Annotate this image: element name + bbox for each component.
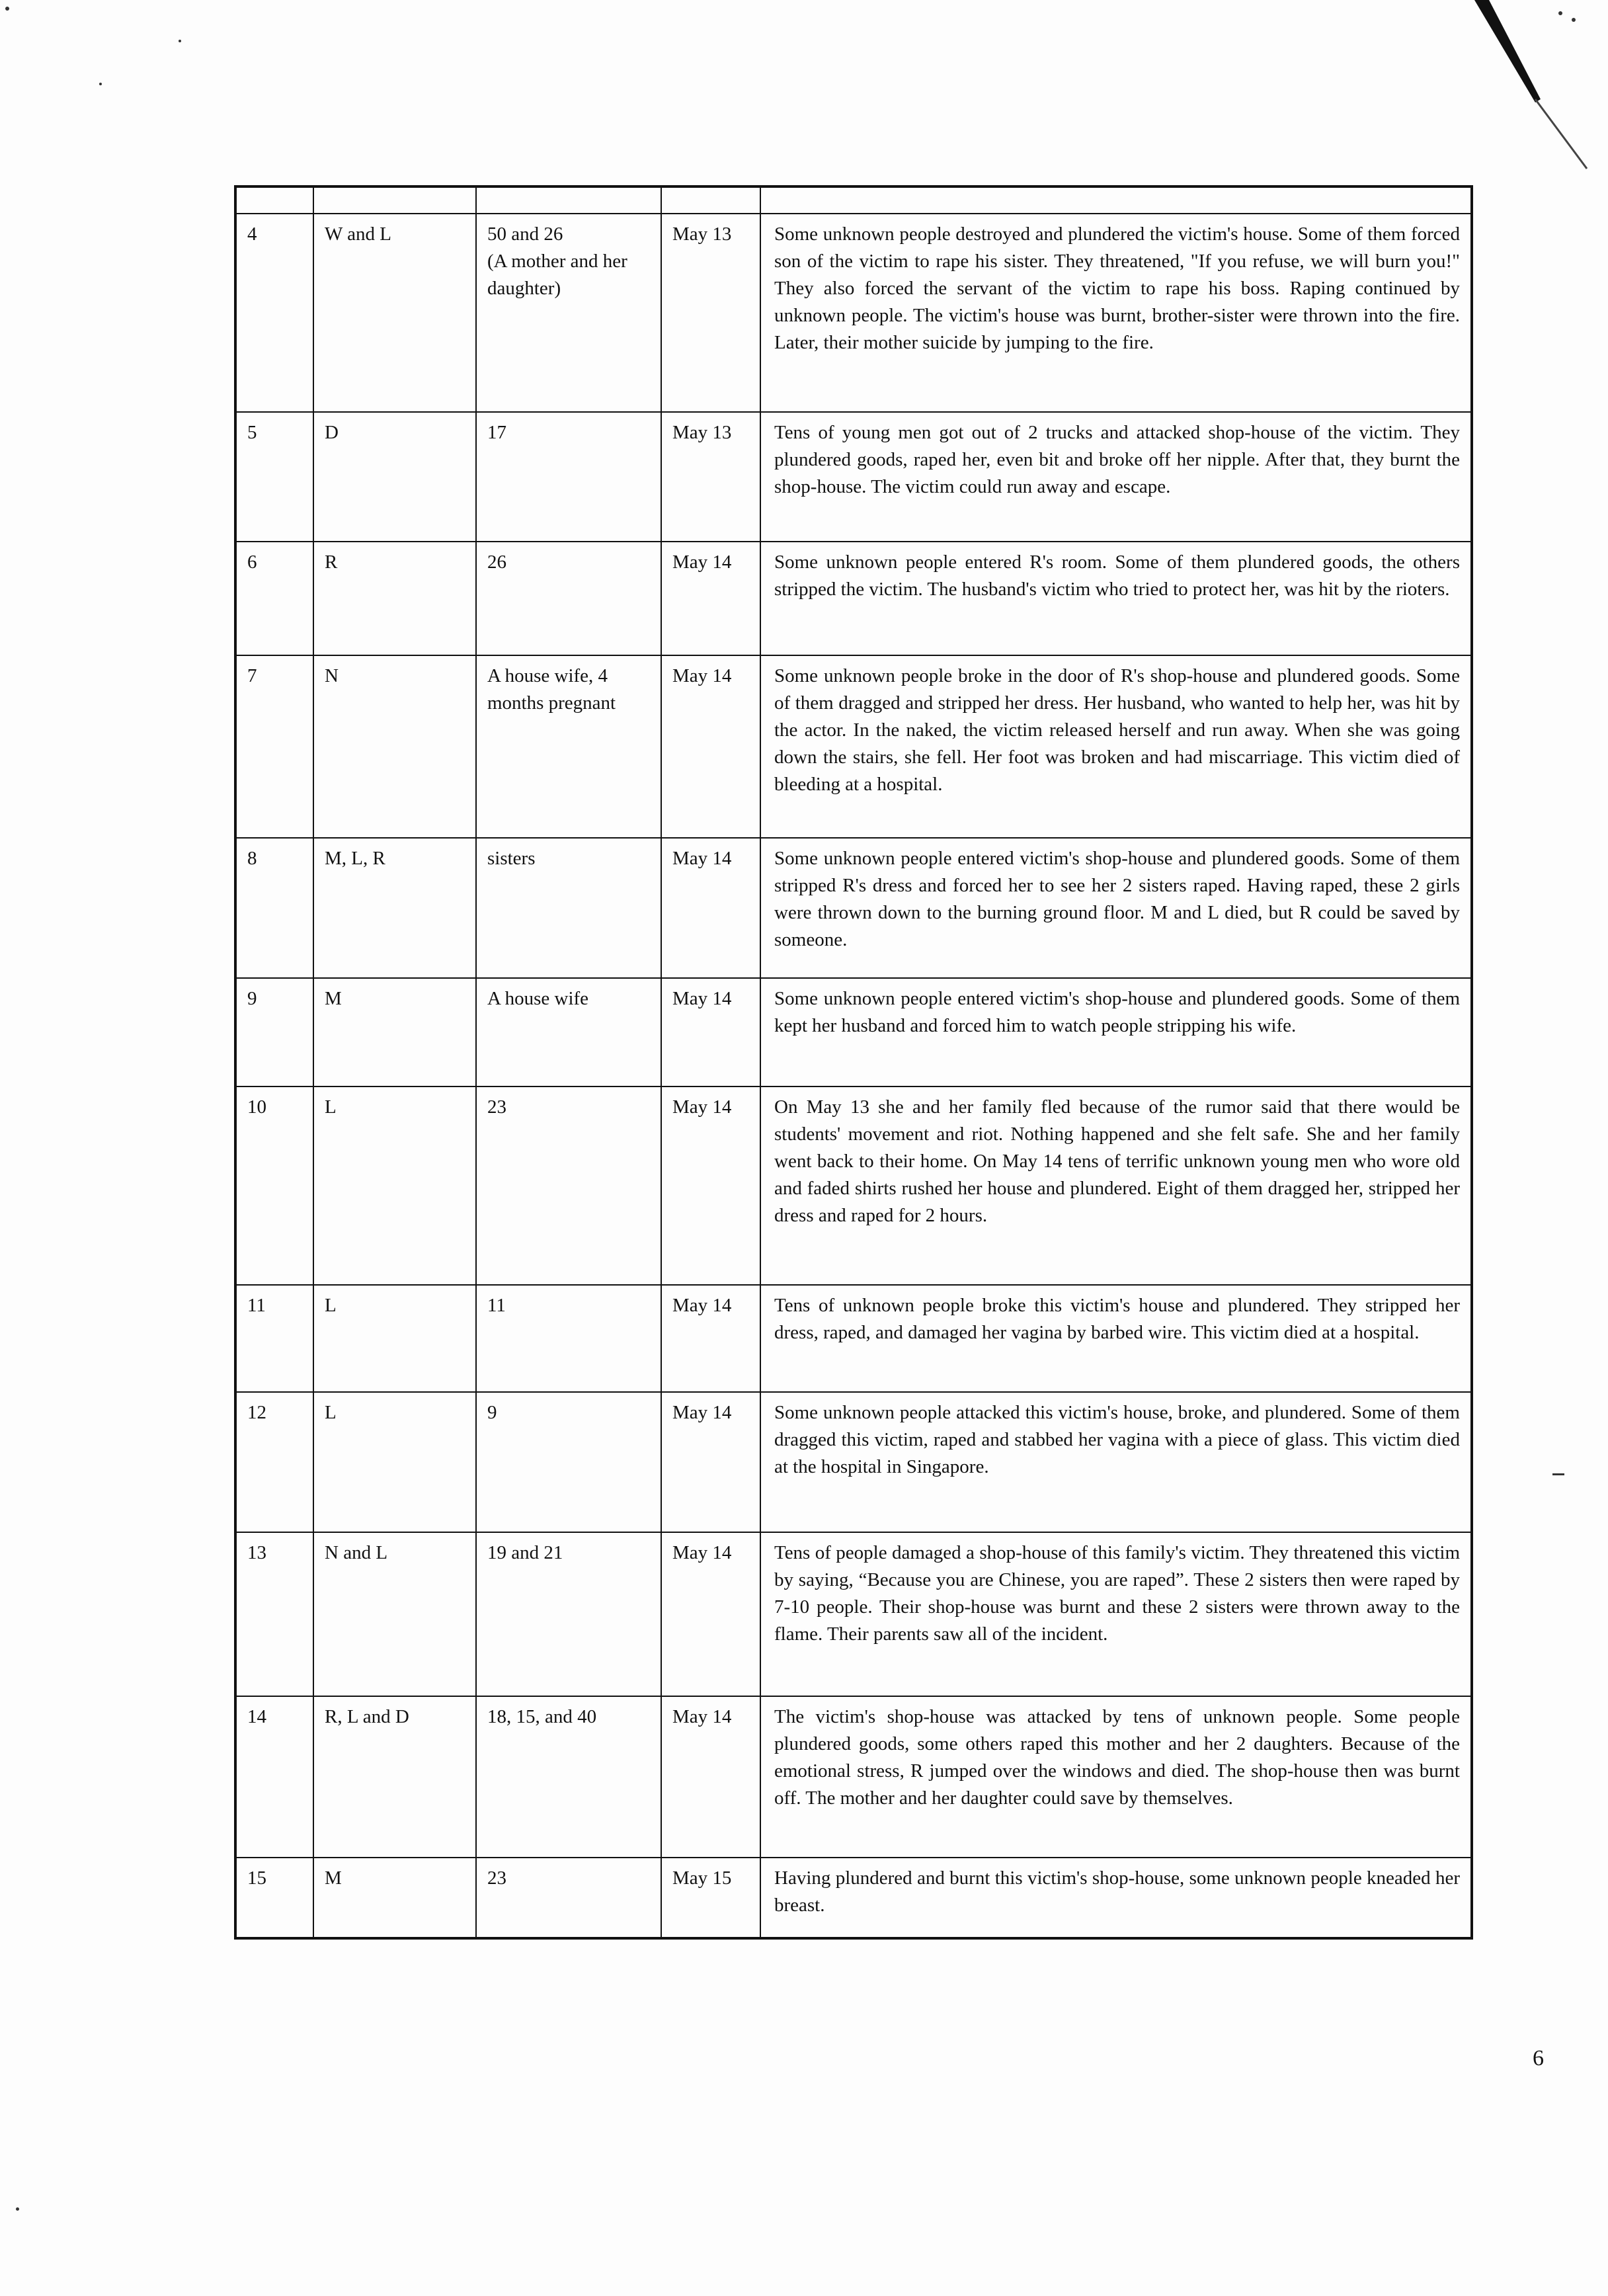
row-number: 14	[235, 1696, 313, 1858]
table-row	[235, 214, 1472, 412]
scan-speck	[1552, 1473, 1564, 1475]
victim-initials: R, L and D	[313, 1696, 476, 1858]
table-row	[235, 542, 1472, 655]
header-cell	[760, 186, 1472, 214]
row-number: 4	[235, 214, 313, 412]
incident-date: May 14	[661, 1532, 760, 1696]
victim-age: 18, 15, and 40	[476, 1696, 661, 1858]
row-number: 15	[235, 1858, 313, 1938]
incident-date: May 14	[661, 1086, 760, 1285]
incident-description: Tens of young men got out of 2 trucks and attacked shop-house of the victim. They plundered goods, raped her, even bit and broke off her nipple. After that, they burnt the shop-house. The victim could run away and escape.	[760, 412, 1472, 542]
row-number: 8	[235, 838, 313, 978]
incident-description: The victim's shop-house was attacked by tens of unknown people. Some people plundered goods, some others raped this mother and her 2 daughters. Because of the emotional stress, R jumped over the windows and died. The shop-house then was burnt off. The mother and her daughter could save by themselves.	[760, 1696, 1472, 1858]
incident-date: May 13	[661, 412, 760, 542]
victim-age: 23	[476, 1086, 661, 1285]
victim-initials: L	[313, 1086, 476, 1285]
row-number: 9	[235, 978, 313, 1086]
incident-date: May 14	[661, 1392, 760, 1532]
row-number: 6	[235, 542, 313, 655]
scan-speck	[179, 40, 181, 42]
victim-initials: R	[313, 542, 476, 655]
incident-date: May 13	[661, 214, 760, 412]
table-header-row	[235, 186, 1472, 214]
header-cell	[235, 186, 313, 214]
victim-initials: M, L, R	[313, 838, 476, 978]
incident-description: Tens of people damaged a shop-house of this family's victim. They threatened this victim by saying, “Because you are Chinese, you are raped”. These 2 sisters then were raped by 7-10 people. Their shop-house was burnt and these 2 sisters were thrown away to the flame. Their parents saw all of the incident.	[760, 1532, 1472, 1696]
victim-age-text: 50 and 26 (A mother and her daughter)	[487, 224, 627, 299]
incident-date: May 14	[661, 655, 760, 838]
incident-date: May 14	[661, 542, 760, 655]
victim-age: 11	[476, 1285, 661, 1392]
row-number: 12	[235, 1392, 313, 1532]
row-number: 13	[235, 1532, 313, 1696]
incident-description: On May 13 she and her family fled because of the rumor said that there would be students' movement and riot. Nothing happened and she felt safe. She and her family went back to their home. On May 14 tens of terrific unknown young men who wore old and faded shirts rushed her house and plundered. Eight of them dragged her, stripped her dress and raped for 2 hours.	[760, 1086, 1472, 1285]
incident-description: Having plundered and burnt this victim's shop-house, some unknown people kneaded her breast.	[760, 1858, 1472, 1938]
incident-description: Some unknown people entered victim's shop-house and plundered goods. Some of them kept her husband and forced him to watch people stripping his wife.	[760, 978, 1472, 1086]
incident-description: Some unknown people destroyed and plundered the victim's house. Some of them forced son of the victim to rape his sister. They threatened, "If you refuse, we will burn you!" They also forced the servant of the victim to rape his boss. Raping continued by unknown people. The victim's house was burnt, brother-sister were thrown into the fire. Later, their mother suicide by jumping to the fire.	[760, 214, 1472, 412]
header-cell	[313, 186, 476, 214]
victim-initials: L	[313, 1392, 476, 1532]
incident-description: Tens of unknown people broke this victim's house and plundered. They stripped her dress, raped, and damaged her vagina by barbed wire. This victim died at a hospital.	[760, 1285, 1472, 1392]
victim-initials: N	[313, 655, 476, 838]
incident-date: May 14	[661, 978, 760, 1086]
incident-table	[234, 185, 1473, 1940]
victim-initials: D	[313, 412, 476, 542]
incident-description: Some unknown people entered victim's shop-house and plundered goods. Some of them stripped R's dress and forced her to see her 2 sisters raped. Having raped, these 2 girls were thrown down to the burning ground floor. M and L died, but R could be saved by someone.	[760, 838, 1472, 978]
row-number: 10	[235, 1086, 313, 1285]
table-row	[235, 1392, 1472, 1532]
victim-initials: M	[313, 1858, 476, 1938]
header-cell	[661, 186, 760, 214]
row-number: 5	[235, 412, 313, 542]
header-cell	[476, 186, 661, 214]
incident-description: Some unknown people broke in the door of R's shop-house and plundered goods. Some of them dragged and stripped her dress. Her husband, who wanted to help her, was hit by the actor. In the naked, the victim released herself and run away. When she was going down the stairs, she fell. Her foot was broken and had miscarriage. This victim died of bleeding at a hospital.	[760, 655, 1472, 838]
table-row	[235, 1858, 1472, 1938]
scan-speck	[99, 83, 102, 85]
table-row	[235, 1696, 1472, 1858]
page-number: 6	[1533, 2046, 1544, 2070]
victim-initials: N and L	[313, 1532, 476, 1696]
victim-age: 19 and 21	[476, 1532, 661, 1696]
scan-streak-mark	[1461, 0, 1593, 172]
victim-initials: M	[313, 978, 476, 1086]
victim-initials: L	[313, 1285, 476, 1392]
victim-age: sisters	[476, 838, 661, 978]
victim-age: 17	[476, 412, 661, 542]
victim-initials: W and L	[313, 214, 476, 412]
victim-age: 9	[476, 1392, 661, 1532]
table-row	[235, 1086, 1472, 1285]
victim-age: 26	[476, 542, 661, 655]
incident-date: May 14	[661, 838, 760, 978]
incident-description: Some unknown people entered R's room. Some of them plundered goods, the others stripped the victim. The husband's victim who tried to protect her, was hit by the rioters.	[760, 542, 1472, 655]
row-number: 11	[235, 1285, 313, 1392]
incident-date: May 15	[661, 1858, 760, 1938]
table-row	[235, 838, 1472, 978]
table-row	[235, 978, 1472, 1086]
incident-date: May 14	[661, 1285, 760, 1392]
incident-date: May 14	[661, 1696, 760, 1858]
table-row	[235, 1285, 1472, 1392]
table-row	[235, 1532, 1472, 1696]
victim-age: A house wife, 4 months pregnant	[476, 655, 661, 838]
row-number: 7	[235, 655, 313, 838]
incident-description: Some unknown people attacked this victim's house, broke, and plundered. Some of them dragged this victim, raped and stabbed her vagina with a piece of glass. This victim died at the hospital in Singapore.	[760, 1392, 1472, 1532]
victim-age: A house wife	[476, 978, 661, 1086]
table-row	[235, 412, 1472, 542]
scan-speck	[5, 7, 9, 11]
table-row	[235, 655, 1472, 838]
victim-age: 23	[476, 1858, 661, 1938]
victim-age	[476, 214, 661, 412]
scan-speck	[16, 2207, 19, 2211]
